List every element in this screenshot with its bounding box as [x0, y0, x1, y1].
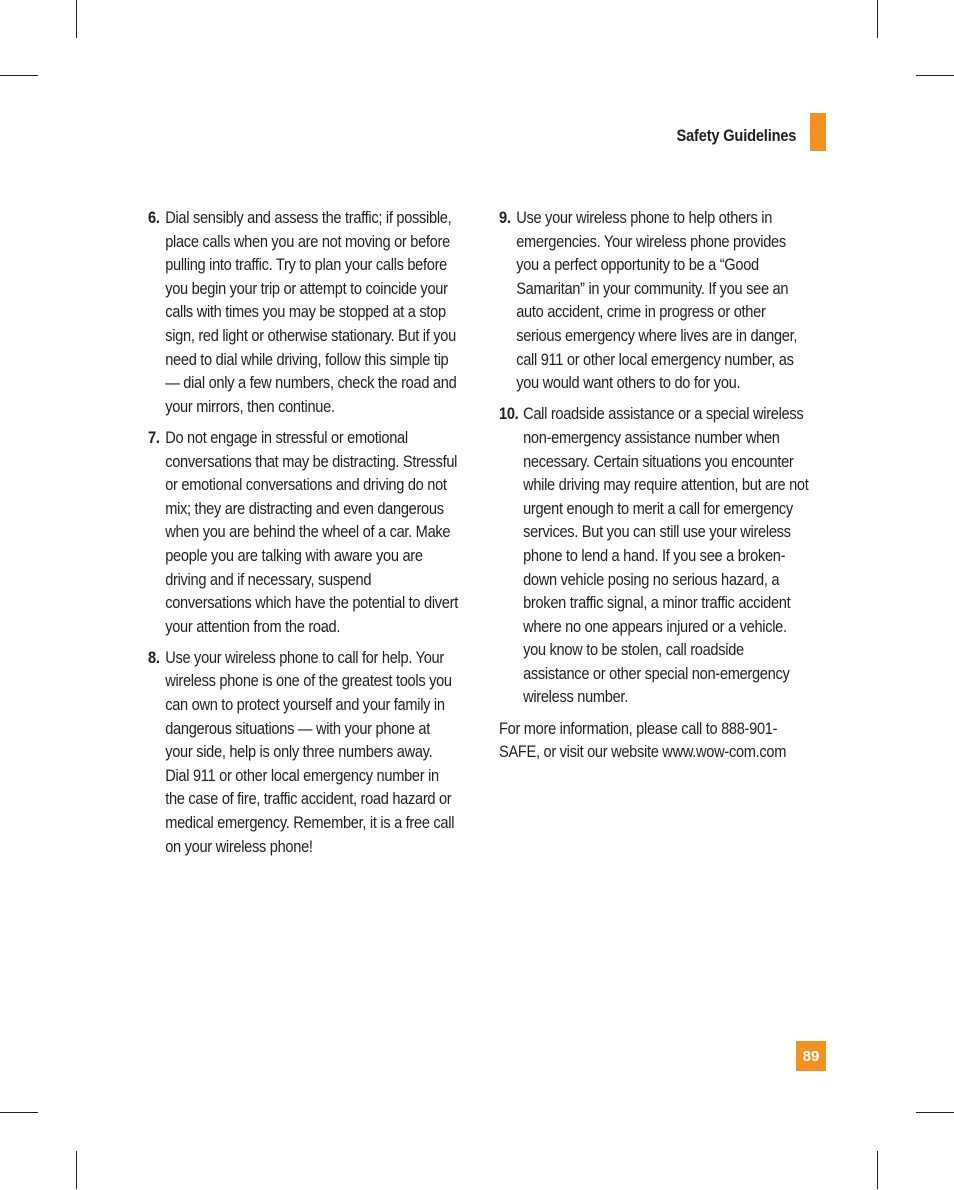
list-item: [148, 206, 459, 418]
item-text: Dial sensibly and assess the traffic; if possible, place calls when you are not moving or before pulling into traffic. Try to plan your calls before you begin your trip or attempt to coincide your calls with times you may be stopped at a stop sign, red light or otherwise stationary. But if you need to dial while driving, follow this simple tip— dial only a few numbers, check the road and your mirrors, then continue.: [165, 208, 457, 416]
section-title: Safety Guidelines: [676, 126, 796, 145]
item-text: Use your wireless phone to help others in emergencies. Your wireless phone provides you a perfect opportunity to be a “Good Samaritan” in your community. If you see an auto accident, crime in progress or other serious emergency where lives are in danger, call 911 or other local emergency number, as you would want others to do for you.: [516, 208, 798, 393]
crop-mark: [0, 75, 38, 76]
list-item: [148, 426, 459, 638]
list-item: [148, 646, 459, 858]
crop-mark: [76, 0, 77, 38]
page-number: 89: [796, 1041, 826, 1071]
section-tab-marker: [810, 113, 826, 151]
crop-mark: [916, 75, 954, 76]
crop-mark: [877, 1151, 878, 1189]
item-number: 7.: [148, 427, 160, 447]
right-column: [499, 206, 861, 764]
crop-mark: [877, 0, 878, 38]
crop-mark: [0, 1112, 38, 1113]
contact-info: For more information, please call to 888-901-SAFE, or visit our website www.wow-com.com: [499, 718, 787, 762]
list-item: [499, 206, 810, 395]
list-item: [499, 402, 810, 709]
item-number: 10.: [499, 404, 519, 424]
item-text: Use your wireless phone to call for help. Your wireless phone is one of the greatest tools you can own to protect yourself and your family in dangerous situations — with your phone at your side, help is only three numbers away. Dial 911 or other local emergency number in the case of fire, traffic accident, road hazard or medical emergency. Remember, it is a free call on your wireless phone!: [165, 647, 455, 856]
left-column: [148, 206, 510, 866]
item-text: Do not engage in stressful or emotional conversations that may be distracting. Stressful or emotional conversations and driving do not mix; they are distracting and even dangerous when you are behind the wheel of a car. Make people you are talking with aware you are driving and if necessary, suspend conversations which have the potential to divert your attention from the road.: [165, 427, 458, 636]
item-text: Call roadside assistance or a special wireless non-emergency assistance number when necessary. Certain situations you encounter while driving may require attention, but are not urgent enough to merit a call for emergency services. But you can still use your wireless phone to lend a hand. If you see a broken-down vehicle posing no serious hazard, a broken traffic signal, a minor traffic accident where no one appears injured or a vehicle. you know to be stolen, call roadside assistance or other special non-emergency wireless number.: [523, 404, 809, 707]
crop-mark: [76, 1151, 77, 1189]
item-number: 8.: [148, 647, 160, 667]
item-number: 9.: [499, 208, 511, 227]
item-number: 6.: [148, 208, 160, 227]
crop-mark: [916, 1112, 954, 1113]
